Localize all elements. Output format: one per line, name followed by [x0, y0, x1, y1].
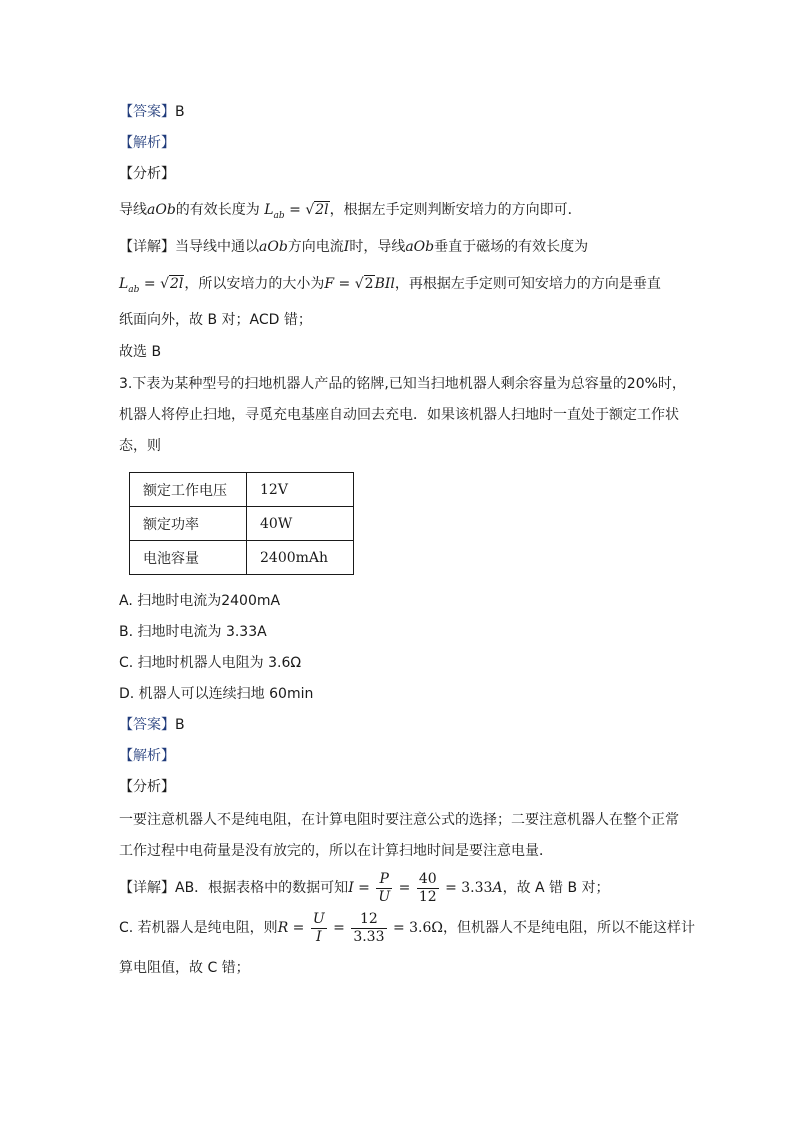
table-key: 额定工作电压 [130, 473, 247, 507]
text: 时，导线 [349, 239, 406, 255]
numerator: 12 [351, 911, 386, 929]
detail-tag: 【详解】 [119, 239, 175, 255]
text: 导线 [119, 202, 147, 218]
text: ，但机器人不是纯电阻，所以不能这样计 [443, 920, 696, 936]
fenxi-tag: 【分析】 [119, 166, 175, 182]
table-row [130, 473, 354, 507]
numerator: 40 [418, 870, 437, 887]
var-aob: aOb [147, 202, 176, 218]
formula-result: = 3.33 [440, 880, 493, 896]
question-stem-1: 3.下表为某种型号的扫地机器人产品的铭牌,已知当扫地机器人剩余容量为总容量的20%时， [119, 376, 686, 392]
option-c: C. 扫地时机器人电阻为 3.6Ω [119, 655, 302, 671]
table-value: 12V [247, 473, 354, 507]
denominator: U [378, 888, 391, 905]
answer-tag: 【答案】 [119, 104, 175, 120]
numerator: P [376, 871, 392, 889]
formula-radicand: 2l [170, 276, 184, 292]
fraction-u-i [311, 911, 327, 946]
analysis-tag: 【解析】 [119, 135, 175, 151]
formula-L: L [264, 202, 274, 218]
table-row [130, 541, 354, 575]
detail-line-2 [119, 274, 679, 296]
question-stem-3: 态，则 [119, 438, 161, 454]
fraction-12-333 [351, 911, 386, 946]
formula-L: L [119, 276, 129, 292]
text: C. 若机器人是纯电阻，则 [119, 920, 278, 936]
analysis-tag: 【解析】 [119, 748, 175, 764]
text: 方向电流 [287, 239, 344, 255]
fraction-p-u [376, 871, 392, 906]
formula-R: R [277, 920, 289, 936]
fenxi-text [119, 200, 679, 222]
spec-table [129, 472, 354, 575]
var-I: I [343, 239, 350, 255]
answer-line [119, 102, 679, 122]
answer-tag: 【答案】 [119, 717, 175, 733]
formula-I: I [348, 880, 354, 896]
formula-eq: = [288, 920, 309, 936]
option-d: D. 机器人可以连续扫地 60min [119, 686, 314, 702]
option-a: A. 扫地时电流为2400mA [119, 593, 281, 609]
answer-value: B [175, 104, 185, 120]
text: 垂直于磁场的有效长度为 [434, 239, 589, 255]
formula-eq: = √ [284, 202, 315, 218]
detail-ab-line [119, 868, 679, 908]
formula-F: F [324, 276, 335, 292]
text: AB．根据表格中的数据可知 [175, 880, 349, 896]
formula-BIl: BIl [374, 276, 395, 292]
text: ，根据左手定则判断安培力的方向即可． [329, 202, 582, 218]
table-key: 额定功率 [130, 507, 247, 541]
denominator: 12 [418, 888, 437, 905]
formula-radicand: 2l [315, 202, 329, 218]
numerator: U [312, 910, 325, 927]
formula-eq: = [328, 920, 350, 936]
detail-c-line [119, 908, 696, 948]
fenxi-line-1: 一要注意机器人不是纯电阻，在计算电阻时要注意公式的选择；二要注意机器人在整个正常 [119, 812, 679, 828]
formula-sub: ab [273, 211, 285, 221]
formula-eq: = √ [139, 276, 169, 292]
fenxi-line-2: 工作过程中电荷量是没有放完的，所以在计算扫地时间是要注意电量． [119, 843, 553, 859]
var-aob: aOb [405, 239, 435, 255]
formula-sub: ab [128, 285, 140, 295]
fraction-40-12 [417, 871, 439, 906]
text: ，故 A 错 B 对； [502, 880, 610, 896]
table-key: 电池容量 [130, 541, 247, 575]
formula-eq: = √ [334, 276, 364, 292]
table-value: 2400mAh [247, 541, 354, 575]
detail-line-3: 纸面向外，故 B 对；ACD 错； [119, 312, 312, 328]
text: 当导线中通以 [175, 239, 259, 255]
denominator: 3.33 [353, 928, 385, 945]
formula-eq: = [394, 880, 415, 896]
detail-line-1 [119, 237, 679, 257]
answer-value: B [175, 717, 185, 733]
formula-radicand: 2 [364, 276, 374, 292]
table-row [130, 507, 354, 541]
text: ，所以安培力的大小为 [184, 276, 325, 292]
formula-result: = 3.6Ω [388, 920, 444, 936]
formula-unit: A [492, 880, 503, 896]
text: ，再根据左手定则可知安培力的方向是垂直 [394, 276, 661, 292]
detail-tag: 【详解】 [119, 880, 175, 896]
denominator: I [316, 928, 322, 945]
var-aob: aOb [259, 239, 288, 255]
table-value: 40W [247, 507, 354, 541]
formula-eq: = [353, 880, 375, 896]
answer-line [119, 715, 679, 735]
detail-c-line-2: 算电阻值，故 C 错； [119, 960, 250, 976]
text: 的有效长度为 [175, 202, 260, 218]
option-b: B. 扫地时电流为 3.33A [119, 624, 267, 640]
question-stem-2: 机器人将停止扫地，寻觅充电基座自动回去充电．如果该机器人扫地时一直处于额定工作状 [119, 407, 679, 423]
fenxi-tag: 【分析】 [119, 779, 175, 795]
choose-line: 故选 B [119, 344, 162, 360]
